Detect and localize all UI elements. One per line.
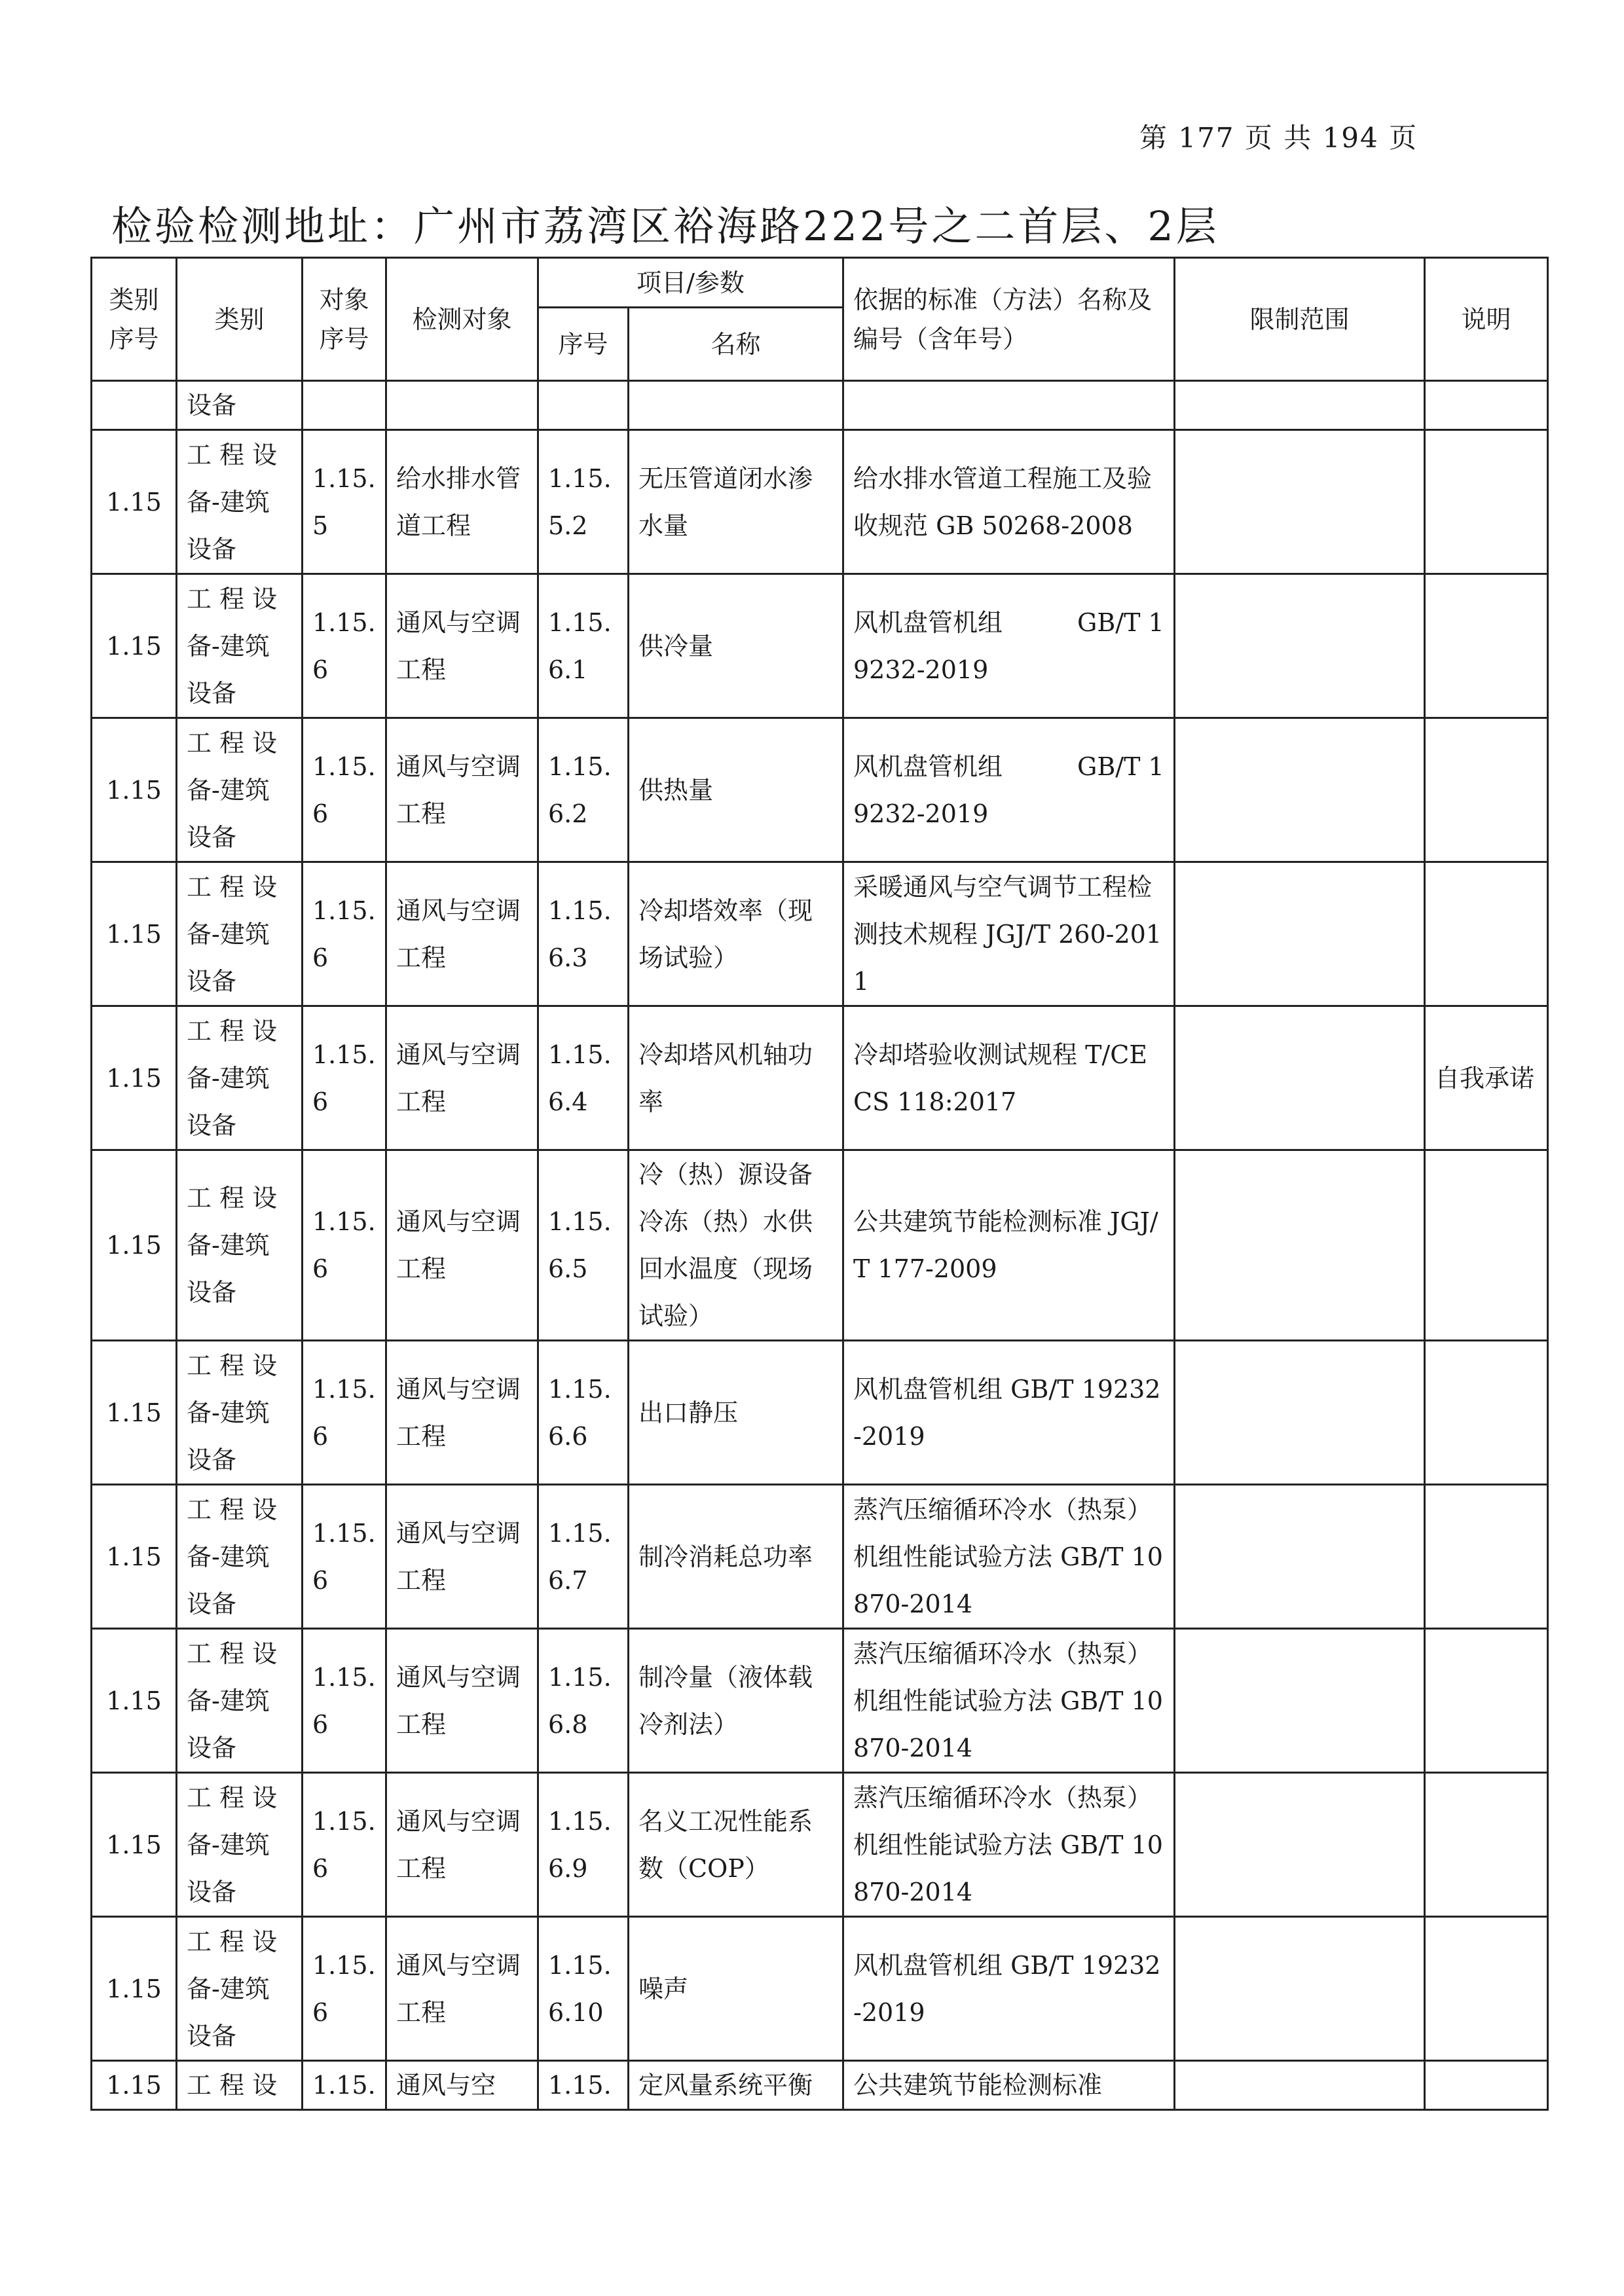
cell-item-name: 制冷量（液体载冷剂法）: [629, 1629, 843, 1773]
cell-obj-no: 1.15.6: [303, 1629, 386, 1773]
cell-object: 通风与空调工程: [386, 862, 538, 1006]
cell-obj-no: 1.15.6: [303, 1485, 386, 1629]
header-obj-no: 对象序号: [303, 258, 386, 381]
cell-item-name: 名义工况性能系数（COP）: [629, 1773, 843, 1917]
cell-obj-no: 1.15.6: [303, 862, 386, 1006]
cell-object: 通风与空: [386, 2061, 538, 2110]
cell-limit: [1175, 1773, 1425, 1917]
cell-item-name: 冷（热）源设备冷冻（热）水供回水温度（现场试验）: [629, 1150, 843, 1341]
cell-cat-no: 1.15: [92, 1341, 177, 1485]
cell-item-name: 供冷量: [629, 574, 843, 718]
cell-item-name: 无压管道闭水渗水量: [629, 430, 843, 574]
cell-note: [1425, 718, 1548, 862]
header-limit: 限制范围: [1175, 258, 1425, 381]
cell-limit: [1175, 574, 1425, 718]
header-standard: 依据的标准（方法）名称及编号（含年号）: [843, 258, 1175, 381]
cell-standard: 风机盘管机组 GB/T 19232-2019: [843, 1341, 1175, 1485]
cell-object: 通风与空调工程: [386, 1006, 538, 1150]
cell-item-name: [629, 381, 843, 430]
cell-limit: [1175, 1485, 1425, 1629]
cell-standard: 冷却塔验收测试规程 T/CECS 118:2017: [843, 1006, 1175, 1150]
table-row: [92, 1629, 1548, 1773]
header-cat-no: 类别序号: [92, 258, 177, 381]
cell-obj-no: 1.15.6: [303, 1341, 386, 1485]
cell-object: 通风与空调工程: [386, 1341, 538, 1485]
cell-cat-no: 1.15: [92, 1150, 177, 1341]
cell-standard: [843, 381, 1175, 430]
cell-obj-no: 1.15.6: [303, 1150, 386, 1341]
cell-category: 工 程 设备-建筑设备: [177, 1485, 303, 1629]
cell-category: 工 程 设备-建筑设备: [177, 1629, 303, 1773]
cell-cat-no: [92, 381, 177, 430]
cell-limit: [1175, 381, 1425, 430]
cell-note: 自我承诺: [1425, 1006, 1548, 1150]
cell-note: [1425, 381, 1548, 430]
cell-obj-no: 1.15.6: [303, 1006, 386, 1150]
cell-cat-no: 1.15: [92, 430, 177, 574]
table-row: [92, 574, 1548, 718]
page-number: 第 177 页 共 194 页: [1139, 122, 1418, 154]
header-object: 检测对象: [386, 258, 538, 381]
header-item-no: 序号: [538, 308, 629, 381]
cell-item-no: 1.15.5.2: [538, 430, 629, 574]
cell-standard: 给水排水管道工程施工及验收规范 GB 50268-2008: [843, 430, 1175, 574]
cell-object: 通风与空调工程: [386, 1917, 538, 2061]
cell-item-no: 1.15.6.2: [538, 718, 629, 862]
cell-item-no: 1.15.6.8: [538, 1629, 629, 1773]
header-note: 说明: [1425, 258, 1548, 381]
cell-obj-no: [303, 381, 386, 430]
cell-standard: 风机盘管机组 GB/T 19232-2019: [843, 1917, 1175, 2061]
cell-cat-no: 1.15: [92, 2061, 177, 2110]
cell-object: 通风与空调工程: [386, 1485, 538, 1629]
cell-limit: [1175, 862, 1425, 1006]
cell-obj-no: 1.15.6: [303, 1917, 386, 2061]
cell-standard: 蒸汽压缩循环冷水（热泵）机组性能试验方法 GB/T 10870-2014: [843, 1773, 1175, 1917]
cell-standard: 蒸汽压缩循环冷水（热泵）机组性能试验方法 GB/T 10870-2014: [843, 1629, 1175, 1773]
table-body: [92, 381, 1548, 2110]
cell-obj-no: 1.15.: [303, 2061, 386, 2110]
table-row-continued: [92, 381, 1548, 430]
cell-standard: 公共建筑节能检测标准: [843, 2061, 1175, 2110]
cell-object: 通风与空调工程: [386, 1773, 538, 1917]
cell-standard: 公共建筑节能检测标准 JGJ/T 177-2009: [843, 1150, 1175, 1341]
table-row: [92, 718, 1548, 862]
cell-item-no: 1.15.6.3: [538, 862, 629, 1006]
cell-limit: [1175, 1341, 1425, 1485]
cell-note: [1425, 1629, 1548, 1773]
cell-item-name: 噪声: [629, 1917, 843, 2061]
cell-item-name: 供热量: [629, 718, 843, 862]
table-row: [92, 1485, 1548, 1629]
cell-cat-no: 1.15: [92, 1917, 177, 2061]
table-header: [92, 258, 1548, 381]
cell-note: [1425, 1485, 1548, 1629]
cell-obj-no: 1.15.6: [303, 718, 386, 862]
cell-note: [1425, 1773, 1548, 1917]
table-row: [92, 1006, 1548, 1150]
cell-item-no: 1.15.6.7: [538, 1485, 629, 1629]
cell-category: 工 程 设备-建筑设备: [177, 1341, 303, 1485]
cell-note: [1425, 2061, 1548, 2110]
cell-item-no: 1.15.6.6: [538, 1341, 629, 1485]
cell-limit: [1175, 1006, 1425, 1150]
scope-table: [90, 257, 1549, 2111]
cell-object: [386, 381, 538, 430]
table-row: [92, 1917, 1548, 2061]
cell-item-no: 1.15.6.5: [538, 1150, 629, 1341]
cell-cat-no: 1.15: [92, 1006, 177, 1150]
cell-item-name: 定风量系统平衡: [629, 2061, 843, 2110]
cell-standard: 蒸汽压缩循环冷水（热泵）机组性能试验方法 GB/T 10870-2014: [843, 1485, 1175, 1629]
cell-limit: [1175, 718, 1425, 862]
header-item-name: 名称: [629, 308, 843, 381]
cell-object: 通风与空调工程: [386, 1629, 538, 1773]
testing-address: 检验检测地址：广州市荔湾区裕海路222号之二首层、2层: [111, 202, 1219, 250]
cell-limit: [1175, 1150, 1425, 1341]
cell-note: [1425, 862, 1548, 1006]
cell-cat-no: 1.15: [92, 1629, 177, 1773]
cell-category: 工 程 设备-建筑设备: [177, 1006, 303, 1150]
cell-cat-no: 1.15: [92, 1485, 177, 1629]
cell-cat-no: 1.15: [92, 574, 177, 718]
table-row: [92, 1150, 1548, 1341]
cell-object: 给水排水管道工程: [386, 430, 538, 574]
cell-category: 设备: [177, 381, 303, 430]
cell-item-no: 1.15.: [538, 2061, 629, 2110]
cell-category: 工 程 设备-建筑设备: [177, 718, 303, 862]
cell-category: 工 程 设备-建筑设备: [177, 1150, 303, 1341]
cell-category: 工 程 设备-建筑设备: [177, 574, 303, 718]
cell-item-name: 冷却塔风机轴功率: [629, 1006, 843, 1150]
table-row: [92, 862, 1548, 1006]
cell-note: [1425, 1917, 1548, 2061]
cell-limit: [1175, 430, 1425, 574]
cell-item-no: 1.15.6.9: [538, 1773, 629, 1917]
cell-item-name: 制冷消耗总功率: [629, 1485, 843, 1629]
cell-standard: 风机盘管机组 GB/T 19232-2019: [843, 574, 1175, 718]
cell-item-no: 1.15.6.4: [538, 1006, 629, 1150]
cell-note: [1425, 1150, 1548, 1341]
cell-item-no: [538, 381, 629, 430]
cell-obj-no: 1.15.6: [303, 574, 386, 718]
cell-category: 工 程 设备-建筑设备: [177, 1773, 303, 1917]
cell-cat-no: 1.15: [92, 862, 177, 1006]
cell-cat-no: 1.15: [92, 1773, 177, 1917]
header-item-group: 项目/参数: [538, 258, 843, 308]
cell-obj-no: 1.15.5: [303, 430, 386, 574]
cell-note: [1425, 574, 1548, 718]
cell-cat-no: 1.15: [92, 718, 177, 862]
cell-item-no: 1.15.6.1: [538, 574, 629, 718]
cell-category: 工 程 设备-建筑设备: [177, 1917, 303, 2061]
table-row: [92, 1773, 1548, 1917]
cell-category: 工 程 设备-建筑设备: [177, 430, 303, 574]
cell-category: 工 程 设: [177, 2061, 303, 2110]
cell-note: [1425, 430, 1548, 574]
cell-category: 工 程 设备-建筑设备: [177, 862, 303, 1006]
cell-standard: 采暖通风与空气调节工程检测技术规程 JGJ/T 260-2011: [843, 862, 1175, 1006]
cell-obj-no: 1.15.6: [303, 1773, 386, 1917]
cell-item-name: 冷却塔效率（现场试验）: [629, 862, 843, 1006]
table-row-partial: [92, 2061, 1548, 2110]
cell-standard: 风机盘管机组 GB/T 19232-2019: [843, 718, 1175, 862]
cell-object: 通风与空调工程: [386, 1150, 538, 1341]
cell-limit: [1175, 1917, 1425, 2061]
header-category: 类别: [177, 258, 303, 381]
cell-limit: [1175, 2061, 1425, 2110]
cell-object: 通风与空调工程: [386, 718, 538, 862]
cell-limit: [1175, 1629, 1425, 1773]
cell-item-name: 出口静压: [629, 1341, 843, 1485]
cell-item-no: 1.15.6.10: [538, 1917, 629, 2061]
table-row: [92, 1341, 1548, 1485]
table-row: [92, 430, 1548, 574]
cell-note: [1425, 1341, 1548, 1485]
cell-object: 通风与空调工程: [386, 574, 538, 718]
